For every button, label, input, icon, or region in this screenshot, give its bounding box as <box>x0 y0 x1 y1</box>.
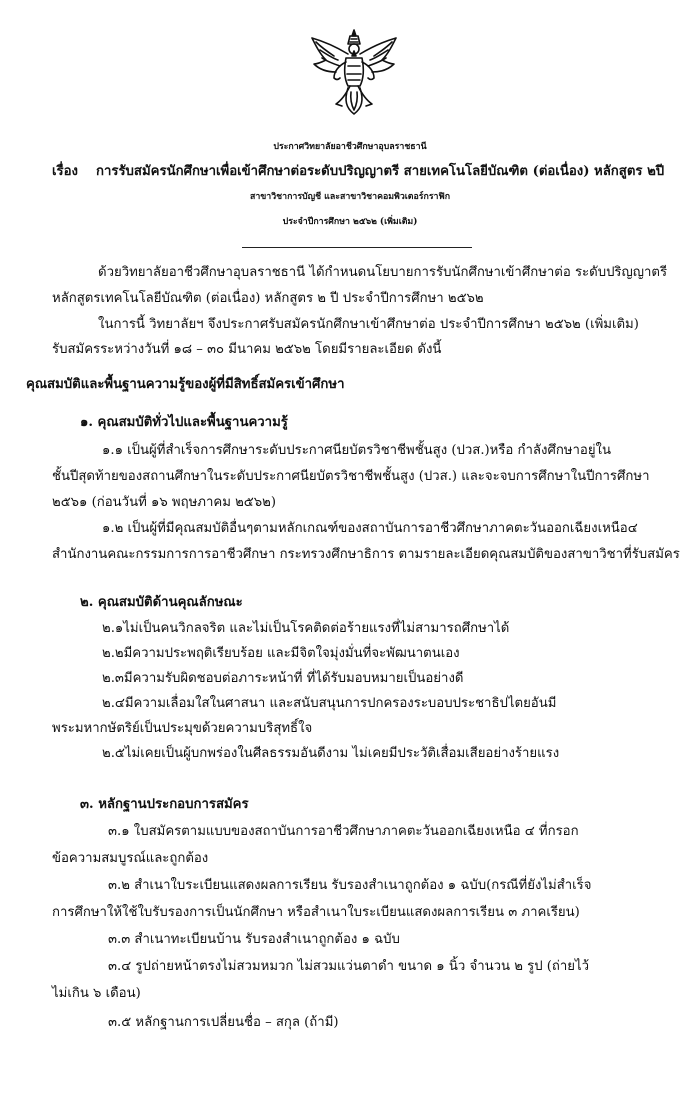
section-3-item-3: ๓.๓ สำเนาทะเบียนบ้าน รับรองสำเนาถูกต้อง ๑ ฉบับ <box>108 932 400 947</box>
section-2-item-3: ๒.๓มีความรับผิดชอบต่อภาระหน้าที่ ที่ได้รับมอบหมายเป็นอย่างดี <box>102 671 464 686</box>
section-2-item-4-line1: ๒.๔มีความเลื่อมใสในศาสนา และสนับสนุนการปกครองระบอบประชาธิปไตยอันมี <box>102 696 557 711</box>
section-2-heading: ๒. คุณสมบัติด้านคุณลักษณะ <box>80 595 243 610</box>
section-1-heading: ๑. คุณสมบัติทั่วไปและพื้นฐานความรู้ <box>80 415 288 430</box>
qualifications-heading: คุณสมบัติและพื้นฐานความรู้ของผู้ที่มีสิทธิ์สมัครเข้าศึกษา <box>26 377 345 392</box>
section-3-item-2-line2: การศึกษาให้ใช้ใบรับรองการเป็นนักศึกษา หรือสำเนาใบระเบียนแสดงผลการเรียน ๓ ภาคเรียน) <box>52 905 580 920</box>
section-3-item-1-line1: ๓.๑ ใบสมัครตามแบบของสถาบันการอาชีวศึกษาภาคตะวันออกเฉียงเหนือ ๔ ที่กรอก <box>108 824 579 839</box>
section-2-item-1: ๒.๑ไม่เป็นคนวิกลจริต และไม่เป็นโรคติดต่อร้ายแรงที่ไม่สามารถศึกษาได้ <box>102 621 510 636</box>
header-divider <box>242 247 472 248</box>
section-2-item-5: ๒.๕ไม่เคยเป็นผู้บกพร่องในศีลธรรมอันดีงาม ไม่เคยมีประวัติเสื่อมเสียอย่างร้ายแรง <box>102 746 560 761</box>
intro-p1-line2: หลักสูตรเทคโนโลยีบัณฑิต (ต่อเนื่อง) หลักสูตร ๒ ปี ประจำปีการศึกษา ๒๕๖๒ <box>52 291 484 306</box>
section-2-item-4-line2: พระมหากษัตริย์เป็นประมุขด้วยความบริสุทธิ์ใจ <box>52 721 313 736</box>
intro-p2-line1: ในการนี้ วิทยาลัยฯ จึงประกาศรับสมัครนักศึกษาเข้าศึกษาต่อ ประจำปีการศึกษา ๒๕๖๒ (เพิ่มเติม) <box>98 317 639 332</box>
section-3-item-4-line1: ๓.๔ รูปถ่ายหน้าตรงไม่สวมหมวก ไม่สวมแว่นตาดำ ขนาด ๑ นิ้ว จำนวน ๒ รูป (ถ่ายไว้ <box>108 959 590 974</box>
section-3-item-5: ๓.๕ หลักฐานการเปลี่ยนชื่อ – สกุล (ถ้ามี) <box>108 1015 339 1030</box>
section-1-item-2-line2: สำนักงานคณะกรรมการการอาชีวศึกษา กระทรวงศึกษาธิการ ตามรายละเอียดคุณสมบัติของสาขาวิชาที่รับสมัคร <box>52 547 680 562</box>
subject-label: เรื่อง <box>52 164 78 179</box>
section-1-item-1-line3: ๒๕๖๑ (ก่อนวันที่ ๑๖ พฤษภาคม ๒๕๖๒) <box>52 495 276 510</box>
section-2-item-2: ๒.๒มีความประพฤติเรียบร้อย และมีจิตใจมุ่งมั่นที่จะพัฒนาตนเอง <box>102 646 460 661</box>
document-title: ประกาศวิทยาลัยอาชีวศึกษาอุบลราชธานี <box>273 142 427 152</box>
subject-line-3: ประจำปีการศึกษา ๒๕๖๒ (เพิ่มเติม) <box>282 217 418 227</box>
section-3-item-2-line1: ๓.๒ สำเนาใบระเบียนแสดงผลการเรียน รับรองสำเนาถูกต้อง ๑ ฉบับ(กรณีที่ยังไม่สำเร็จ <box>108 878 592 893</box>
section-1-item-1-line2: ชั้นปีสุดท้ายของสถานศึกษาในระดับประกาศนียบัตรวิชาชีพชั้นสูง (ปวส.) และจะจบการศึกษาในปีการศึกษา <box>52 469 650 484</box>
subject-line-1: การรับสมัครนักศึกษาเพื่อเข้าศึกษาต่อระดับปริญญาตรี สายเทคโนโลยีบัณฑิต (ต่อเนื่อง) หลักสูตร ๒ปี <box>96 164 665 179</box>
section-3-heading: ๓. หลักฐานประกอบการสมัคร <box>80 797 249 812</box>
section-3-item-1-line2: ข้อความสมบูรณ์และถูกต้อง <box>52 851 209 866</box>
garuda-emblem-icon <box>308 28 400 116</box>
subject-line-2: สาขาวิชาการบัญชี และสาขาวิชาคอมพิวเตอร์กราฟิก <box>249 192 451 202</box>
section-1-item-1-line1: ๑.๑ เป็นผู้ที่สำเร็จการศึกษาระดับประกาศนียบัตรวิชาชีพชั้นสูง (ปวส.)หรือ กำลังศึกษาอยู่ใน <box>102 443 612 458</box>
section-1-item-2-line1: ๑.๒ เป็นผู้ที่มีคุณสมบัติอื่นๆตามหลักเกณฑ์ของสถาบันการอาชีวศึกษาภาคตะวันออกเฉียงเหนือ๔ <box>102 521 638 536</box>
intro-p2-line2: รับสมัครระหว่างวันที่ ๑๘ – ๓๐ มีนาคม ๒๕๖๒ โดยมีรายละเอียด ดังนี้ <box>52 342 442 357</box>
intro-p1-line1: ด้วยวิทยาลัยอาชีวศึกษาอุบลราชธานี ได้กำหนดนโยบายการรับนักศึกษาเข้าศึกษาต่อ ระดับปริญญาตรี <box>98 265 668 280</box>
section-3-item-4-line2: ไม่เกิน ๖ เดือน) <box>52 986 141 1001</box>
